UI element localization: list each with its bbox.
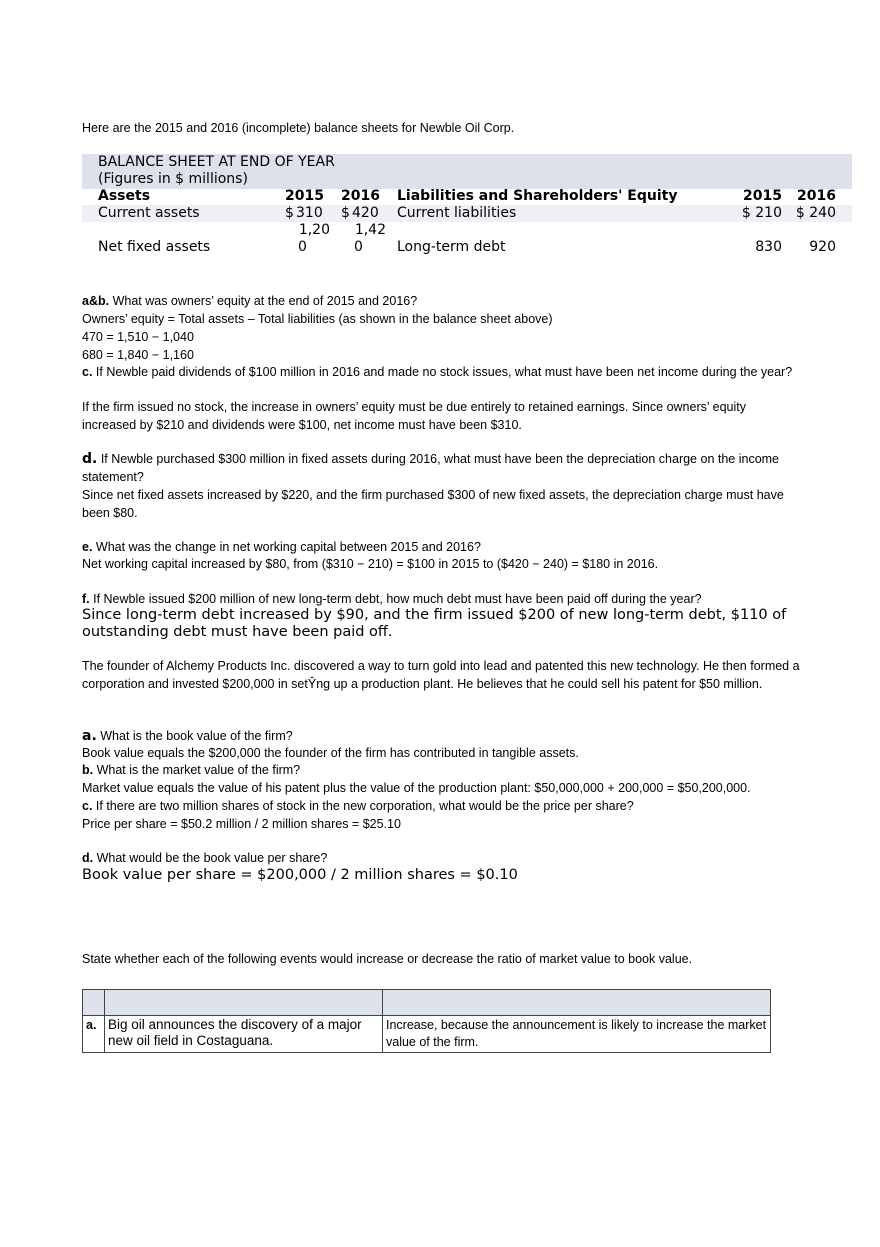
question-c-label: c. — [82, 365, 93, 379]
alchemy-intro: The founder of Alchemy Products Inc. discovered a way to turn gold into lead and patented this new technology. He then formed a corporation and invested $200,000 in setŶng up a production plant. He believes that he could sell his patent for $50 million. — [82, 659, 800, 691]
question-c — [82, 364, 802, 382]
events-header-cell-3 — [383, 990, 771, 1016]
long-term-debt-2016: 920 — [809, 239, 836, 255]
events-header-cell-1 — [83, 990, 105, 1016]
question-d-label: d. — [82, 451, 98, 467]
intro-text: Here are the 2015 and 2016 (incomplete) balance sheets for Newble Oil Corp. — [82, 121, 515, 135]
long-term-debt-label: Long-term debt — [397, 239, 506, 255]
events-table — [82, 989, 771, 1053]
answer-ab-line-3: 680 = 1,840 − 1,160 — [82, 348, 194, 362]
question-e-label: e. — [82, 540, 93, 554]
liabilities-year-2015: 2015 — [743, 188, 782, 204]
alchemy-question-d-label: d. — [82, 851, 94, 865]
balance-sheet-subtitle: (Figures in $ millions) — [98, 171, 248, 187]
liabilities-header: Liabilities and Shareholders' Equity — [397, 188, 678, 204]
alchemy-question-b — [82, 762, 802, 780]
current-assets-label: Current assets — [98, 205, 200, 221]
question-f-text: If Newble issued $200 million of new long-term debt, how much debt must have been paid off during the year? — [89, 592, 702, 606]
net-fixed-assets-label: Net fixed assets — [98, 239, 211, 255]
current-liabilities-2015: $ 210 — [741, 205, 782, 221]
question-ab — [82, 293, 802, 311]
question-e — [82, 539, 802, 557]
event-description: Big oil announces the discovery of a major new oil field in Costaguana. — [105, 1016, 383, 1053]
question-d — [82, 451, 802, 486]
alchemy-answer-a: Book value equals the $200,000 the founder of the firm has contributed in tangible assets. — [82, 746, 579, 760]
answer-c: If the firm issued no stock, the increase in owners’ equity must be due entirely to retained earnings. Since owners’ equity increased by $210 and dividends were $100, net income must have been $310. — [82, 400, 747, 432]
answer-f: Since long-term debt increased by $90, and the firm issued $200 of new long-term debt, $110 of outstanding debt must have been paid off. — [82, 607, 787, 640]
alchemy-question-a — [82, 728, 802, 746]
alchemy-question-c-label: c. — [82, 799, 93, 813]
alchemy-question-d-text: What would be the book value per share? — [93, 851, 328, 865]
question-c-text: If Newble paid dividends of $100 million in 2016 and made no stock issues, what must have been net income during the year? — [92, 365, 793, 379]
current-assets-2016-dollar: $ — [341, 205, 350, 221]
question-e-text: What was the change in net working capital between 2015 and 2016? — [92, 540, 481, 554]
table-row — [83, 1016, 771, 1053]
alchemy-question-b-label: b. — [82, 763, 94, 777]
liabilities-year-2016: 2016 — [797, 188, 836, 204]
current-liabilities-2016: $ 240 — [795, 205, 836, 221]
assets-year-2016: 2016 — [341, 188, 380, 204]
answer-d: Since net fixed assets increased by $220, and the firm purchased $300 of new fixed assets, the depreciation charge must have been $80. — [82, 488, 784, 520]
event-label: a. — [83, 1016, 105, 1053]
question-d-text: If Newble purchased $300 million in fixed assets during 2016, what must have been the depreciation charge on the income statement? — [82, 452, 780, 484]
alchemy-answer-b: Market value equals the value of his patent plus the value of the production plant: $50,000,000 + 200,000 = $50,200,000. — [82, 781, 751, 795]
question-ab-text: What was owners’ equity at the end of 2015 and 2016? — [109, 294, 418, 308]
alchemy-question-b-text: What is the market value of the firm? — [93, 763, 301, 777]
answer-ab-line-1: Owners’ equity = Total assets – Total liabilities (as shown in the balance sheet above) — [82, 312, 553, 326]
answer-ab-line-2: 470 = 1,510 − 1,040 — [82, 330, 194, 344]
current-liabilities-label: Current liabilities — [397, 205, 517, 221]
net-fixed-assets-2015-bottom: 0 — [298, 239, 307, 255]
long-term-debt-2015: 830 — [755, 239, 782, 255]
alchemy-question-a-text: What is the book value of the firm? — [96, 729, 293, 743]
assets-header: Assets — [98, 188, 151, 204]
current-assets-2015-dollar: $ — [285, 205, 294, 221]
net-fixed-assets-2016-bottom: 0 — [354, 239, 363, 255]
alchemy-question-a-label: a. — [82, 728, 97, 744]
events-header-cell-2 — [105, 990, 383, 1016]
answer-e: Net working capital increased by $80, from ($310 − 210) = $100 in 2015 to ($420 − 240) = $180 in 2016. — [82, 557, 659, 571]
current-assets-2015: 310 — [296, 205, 323, 221]
assets-year-2015: 2015 — [285, 188, 324, 204]
current-assets-2016: 420 — [352, 205, 379, 221]
net-fixed-assets-2016-top: 1,42 — [354, 222, 386, 238]
alchemy-question-d — [82, 850, 802, 868]
events-table-header — [83, 990, 771, 1016]
alchemy-question-c — [82, 798, 802, 816]
balance-sheet-title: BALANCE SHEET AT END OF YEAR — [98, 154, 335, 170]
alchemy-answer-d: Book value per share = $200,000 / 2 million shares = $0.10 — [82, 867, 518, 883]
question-f — [82, 591, 802, 609]
net-fixed-assets-2015-top: 1,20 — [298, 222, 330, 238]
events-intro: State whether each of the following events would increase or decrease the ratio of market value to book value. — [82, 952, 693, 966]
balance-sheet — [82, 154, 852, 260]
alchemy-question-c-text: If there are two million shares of stock in the new corporation, what would be the price per share? — [92, 799, 634, 813]
event-answer: Increase, because the announcement is likely to increase the market value of the firm. — [383, 1016, 771, 1053]
alchemy-answer-c: Price per share = $50.2 million / 2 million shares = $25.10 — [82, 817, 401, 831]
question-ab-label: a&b. — [82, 294, 110, 308]
question-f-label: f. — [82, 592, 90, 606]
